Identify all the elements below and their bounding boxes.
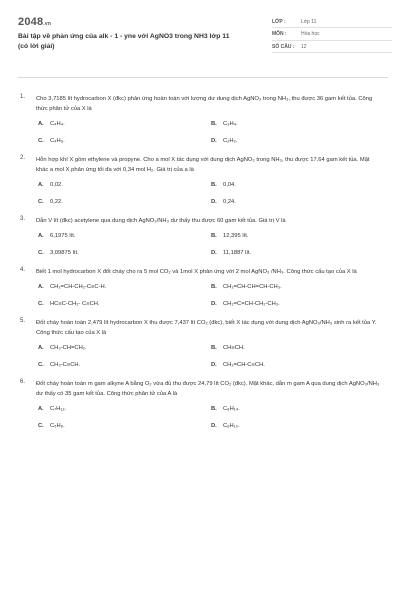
option-label: D. (211, 138, 217, 144)
option-text: C₃H₄. (223, 121, 238, 127)
answer-options (38, 120, 388, 145)
question-number: 2. (20, 155, 26, 161)
answer-option[interactable] (211, 422, 381, 430)
option-text: CH₂=CH-CH=CH-CH₃. (223, 284, 282, 290)
answer-option[interactable] (211, 198, 381, 206)
option-text: CH₂=CH-CH₂-C≡C-H. (50, 284, 107, 290)
answer-option[interactable] (38, 344, 211, 352)
option-label: C. (38, 301, 44, 307)
logo-suffix: .vn (43, 21, 52, 27)
option-label: C. (38, 250, 44, 256)
option-label: B. (211, 345, 217, 351)
option-text: C₅H₈. (50, 423, 65, 429)
option-text: 6,1975 lít. (50, 233, 76, 239)
option-label: A. (38, 284, 44, 290)
document-title: Bài tập về phản ứng của alk - 1 - yne với AgNO3 trong NH3 lớp 11 (có lời giải) (18, 33, 230, 50)
option-text: CH₃-C≡CH. (50, 362, 81, 368)
answer-options (38, 405, 388, 430)
option-label: C. (38, 423, 44, 429)
option-label: D. (211, 301, 217, 307)
option-text: C₄H₄. (50, 121, 65, 127)
question-item (18, 267, 388, 308)
logo-text: 2048 (18, 16, 44, 28)
answer-option[interactable] (38, 198, 211, 206)
meta-value: 12 (301, 43, 307, 50)
option-label: A. (38, 345, 44, 351)
answer-option[interactable] (38, 405, 211, 413)
question-number: 4. (20, 267, 26, 273)
question-number: 5. (20, 318, 26, 324)
document-header (18, 16, 388, 78)
option-label: B. (211, 182, 217, 188)
answer-option[interactable] (38, 422, 211, 430)
answer-options (38, 232, 388, 257)
document-meta (272, 16, 392, 54)
meta-value: Hóa học (301, 31, 320, 37)
question-number: 1. (20, 94, 26, 100)
answer-option[interactable] (38, 361, 211, 369)
answer-option[interactable] (211, 405, 381, 413)
question-text: Đốt cháy hoàn toàn m gam alkyne A bằng O₂ vừa đủ thu được 24,79 lít CO₂ (đkc). Mặt khác, dẫn m gam A qua dung dịch AgNO₃/NH₃ dư thấy có 35 gam kết tủa. Công thức phân tử của A là (36, 381, 380, 397)
answer-option[interactable] (211, 361, 381, 369)
answer-option[interactable] (211, 181, 381, 189)
option-label: C. (38, 138, 44, 144)
option-label: D. (211, 423, 217, 429)
option-text: C₄H₆. (50, 138, 65, 144)
answer-option[interactable] (38, 232, 211, 240)
question-text: Đốt cháy hoàn toàn 2,479 lít hydrocarbon X thu được 7,437 lít CO₂ (đkc), biết X tác dụng với dung dịch AgNO₃/NH₃ sinh ra kết tủa Y. Công thức cấu tạo của X là (36, 320, 377, 336)
option-text: 3,09875 lít. (50, 250, 79, 256)
option-label: B. (211, 284, 217, 290)
answer-options (38, 283, 388, 308)
meta-label: SỐ CÂU : (272, 43, 295, 50)
option-text: C₂H₂. (223, 138, 238, 144)
option-label: C. (38, 199, 44, 205)
option-text: 0,22. (50, 199, 63, 205)
option-text: CH≡CH. (223, 345, 245, 351)
option-label: B. (211, 406, 217, 412)
option-text: 12,395 lít. (223, 233, 249, 239)
answer-option[interactable] (211, 120, 381, 128)
option-label: D. (211, 250, 217, 256)
meta-value: Lớp 11 (301, 18, 317, 25)
option-text: 0,04. (223, 182, 236, 188)
answer-option[interactable] (38, 120, 211, 128)
meta-row-subject (272, 29, 392, 41)
option-label: A. (38, 233, 44, 239)
question-text: Hỗn hợp khí X gồm ethylene và propyne. Cho a mol X tác dụng với dung dịch AgNO₃ trong NH₃, thu được 17,64 gam kết tủa. Mặt khác a mol X phản ứng tối đa với 0,34 mol H₂. Giá trị của a là (36, 157, 370, 173)
answer-option[interactable] (211, 283, 381, 291)
option-label: D. (211, 199, 217, 205)
answer-option[interactable] (38, 300, 211, 308)
answer-option[interactable] (38, 249, 211, 257)
option-text: C₆H₁₀. (223, 423, 240, 429)
option-label: C. (38, 362, 44, 368)
answer-option[interactable] (211, 344, 381, 352)
answer-option[interactable] (211, 249, 381, 257)
meta-row-class (272, 16, 392, 28)
answer-option[interactable] (211, 137, 381, 145)
option-text: CH₂=C=CH-CH₂-CH₃. (223, 301, 280, 307)
option-text: CH₂=CH-C≡CH. (223, 362, 265, 368)
question-text: Biết 1 mol hydrocarbon X đốt cháy cho ra 5 mol CO₂ và 1mol X phản ứng với 2 mol AgNO₃ /NH₃. Công thức cấu tạo của X là (36, 269, 357, 275)
question-number: 3. (20, 216, 26, 222)
answer-options (38, 181, 388, 206)
option-text: HC≡C-CH₂- C≡CH. (50, 301, 100, 307)
question-item (18, 318, 388, 369)
option-text: 0,02. (50, 182, 63, 188)
option-label: A. (38, 182, 44, 188)
answer-option[interactable] (211, 300, 381, 308)
answer-options (38, 344, 388, 369)
option-text: CH₃-CH=CH₂. (50, 345, 87, 351)
answer-option[interactable] (38, 137, 211, 145)
option-text: C₈H₁₄. (223, 406, 240, 412)
meta-label: LỚP : (272, 18, 286, 25)
question-item (18, 216, 388, 257)
option-text: 0,24. (223, 199, 236, 205)
option-label: B. (211, 233, 217, 239)
option-label: A. (38, 121, 44, 127)
question-list (18, 78, 388, 430)
question-item (18, 379, 388, 430)
option-label: D. (211, 362, 217, 368)
option-label: B. (211, 121, 217, 127)
option-text: 11,1887 lít. (223, 250, 252, 256)
question-text: Dẫn V lít (đkc) acetylene qua dung dịch AgNO₃/NH₃ dư thấy thu được 60 gam kết tủa. Giá trị V là (36, 218, 286, 224)
option-label: A. (38, 406, 44, 412)
question-item (18, 94, 388, 145)
option-text: C₇H₁₂. (50, 406, 67, 412)
answer-option[interactable] (38, 283, 211, 291)
question-item (18, 155, 388, 206)
question-text: Cho 3,7185 lít hydrocarbon X (đkc) phản ứng hoàn toàn với lượng dư dung dịch AgNO₃ trong NH₃, thu được 36 gam kết tủa. Công thức phân tử của X là (36, 96, 373, 112)
answer-option[interactable] (211, 232, 381, 240)
meta-row-question-count (272, 41, 392, 53)
meta-label: MÔN : (272, 31, 287, 37)
question-number: 6. (20, 379, 26, 385)
answer-option[interactable] (38, 181, 211, 189)
